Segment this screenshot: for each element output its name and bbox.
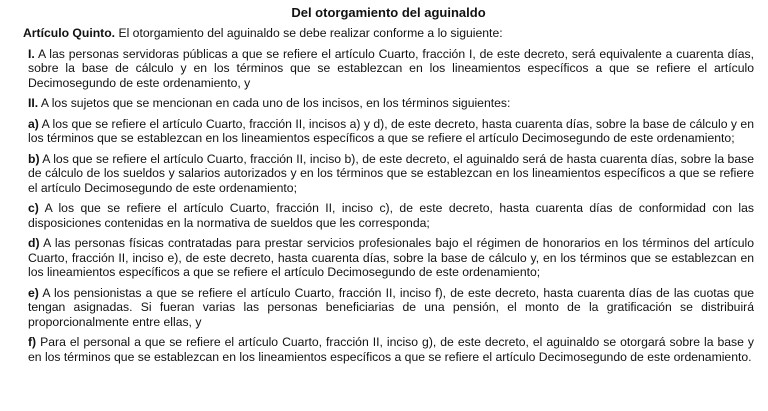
- inciso-b-text: A los que se refiere el artículo Cuarto, fracción II, inciso b), de este decreto, el aguinaldo será de hasta cuarenta días, sobre la base de cálculo de los sueldos y salarios autorizados y en los términos que se establezcan en los lineamientos específicos a que se refiere el artículo Decimosegundo de este ordenamiento;: [28, 151, 754, 195]
- article-label: Artículo Quinto.: [23, 26, 116, 40]
- inciso-c-label: c): [28, 201, 39, 215]
- inciso-d-text: A las personas físicas contratadas para prestar servicios profesionales bajo el régimen de honorarios en los términos del artículo Cuarto, fracción II, inciso e), de este decreto, hasta cuarenta días, sobre la base de cálculo y, en los términos que se establezcan en los lineamientos específicos a que se refiere el artículo Decimosegundo de este ordenamiento;: [28, 236, 754, 279]
- inciso-f-label: f): [28, 335, 37, 349]
- inciso-a-text: A los que se refiere el artículo Cuarto, fracción II, incisos a) y d), de este decreto, hasta cuarenta días, sobre la base de cálculo y en los términos que se establezcan en los lineamientos específicos a que se refiere el artículo Decimosegundo de este ordenamiento;: [28, 116, 754, 145]
- inciso-e-text: A los pensionistas a que se refiere el artículo Cuarto, fracción II, inciso f), de este decreto, hasta cuarenta días de las cuotas que tengan asignadas. Si fueran varias las personas beneficiarias de una pensión, el monto de la gratificación se distribuirá proporcionalmente entre ellas, y: [28, 285, 754, 329]
- inciso-e-label: e): [28, 285, 39, 300]
- fraction-ii: [28, 96, 754, 111]
- inciso-c: [28, 201, 754, 230]
- inciso-a: [28, 117, 754, 146]
- inciso-b: [28, 152, 754, 196]
- article-intro: [23, 26, 754, 41]
- fraction-ii-text: A los sujetos que se mencionan en cada uno de los incisos, en los términos siguientes:: [38, 96, 511, 110]
- inciso-c-text: A los que se refiere el artículo Cuarto, fracción II, inciso c), de este decreto, hasta cuarenta días de conformidad con las disposiciones contenidas en la normativa de sueldos que les corresponda;: [28, 201, 754, 230]
- inciso-d: [28, 236, 754, 280]
- inciso-f-text: Para el personal a que se refiere el artículo Cuarto, fracción II, inciso g), de este decreto, el aguinaldo se otorgará sobre la base y en los términos que se establezcan en los lineamientos específicos a que se refiere el artículo Decimosegundo de este ordenamiento.: [28, 335, 754, 364]
- fraction-i: [28, 47, 754, 91]
- inciso-a-label: a): [28, 116, 39, 131]
- section-heading: Del otorgamiento del aguinaldo: [291, 5, 486, 20]
- inciso-b-label: b): [28, 151, 40, 166]
- fraction-ii-label: II.: [28, 96, 39, 110]
- inciso-e: [28, 286, 754, 330]
- fraction-i-label: I.: [28, 46, 35, 61]
- inciso-d-label: d): [28, 236, 40, 250]
- article-intro-text: El otorgamiento del aguinaldo se debe realizar conforme a lo siguiente:: [115, 26, 503, 40]
- fraction-i-text: A las personas servidoras públicas a que se refiere el artículo Cuarto, fracción I, de este decreto, será equivalente a cuarenta días, sobre la base de cálculo y en los términos que se establezcan en los lineamientos específicos a que se refiere el artículo Decimosegundo de este ordenamiento, y: [28, 46, 754, 90]
- inciso-f: [28, 335, 754, 364]
